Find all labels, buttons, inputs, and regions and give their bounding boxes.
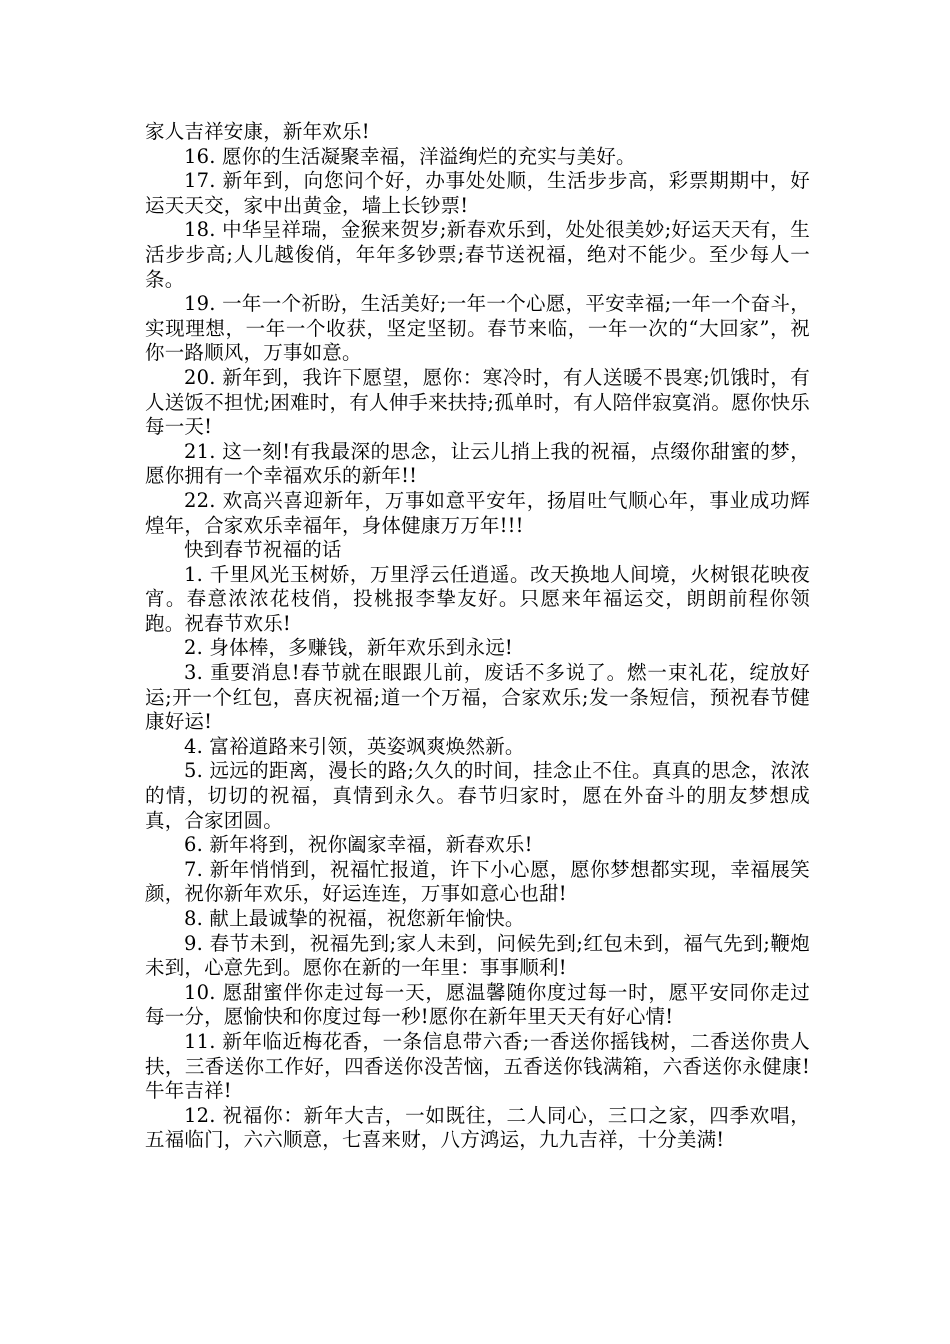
paragraph: 12. 祝福你：新年大吉，一如既往，二人同心，三口之家，四季欢唱，五福临门，六六顺意，七喜来财，八方鸿运，九九吉祥，十分美满!	[145, 1103, 810, 1152]
paragraph: 11. 新年临近梅花香，一条信息带六香;一香送你摇钱树，二香送你贵人扶，三香送你工作好，四香送你没苦恼，五香送你钱满箱，六香送你永健康!牛年吉祥!	[145, 1029, 810, 1103]
paragraph: 4. 富裕道路来引领，英姿飒爽焕然新。	[184, 734, 525, 758]
paragraph: 17. 新年到，向您问个好，办事处处顺，生活步步高，彩票期期中，好运天天交，家中出黄金，墙上长钞票!	[145, 169, 810, 217]
paragraph: 18. 中华呈祥瑞，金猴来贺岁;新春欢乐到，处处很美妙;好运天天有，生活步步高;人儿越俊俏，年年多钞票;春节送祝福，绝对不能少。至少每人一条。	[145, 218, 810, 291]
paragraph: 8. 献上最诚挚的祝福，祝您新年愉快。	[184, 907, 525, 930]
paragraph: 5. 远远的距离，漫长的路;久久的时间，挂念止不住。真真的思念，浓浓的情，切切的祝福，真情到永久。春节归家时，愿在外奋斗的朋友梦想成真，合家团圆。	[145, 759, 810, 832]
paragraph: 6. 新年将到，祝你阖家幸福，新春欢乐!	[184, 833, 533, 857]
paragraph: 22. 欢高兴喜迎新年，万事如意平安年，扬眉吐气顺心年，事业成功辉煌年，合家欢乐幸福年，身体健康万万年!!!	[145, 488, 810, 537]
paragraph: 19. 一年一个祈盼，生活美好;一年一个心愿，平安幸福;一年一个奋斗，实现理想，一年一个收获，坚定坚韧。春节来临，一年一次的“大回家”，祝你一路顺风，万事如意。	[145, 292, 810, 365]
paragraph: 10. 愿甜蜜伴你走过每一天，愿温馨随你度过每一时，愿平安同你走过每一分，愿愉快和你度过每一秒!愿你在新年里天天有好心情!	[145, 980, 810, 1029]
document-body	[145, 120, 810, 1153]
paragraph: 21. 这一刻!有我最深的思念，让云儿捎上我的祝福，点缀你甜蜜的梦，愿你拥有一个幸福欢乐的新年!!	[145, 439, 810, 488]
paragraph: 家人吉祥安康，新年欢乐!	[145, 120, 370, 143]
paragraph: 3. 重要消息!春节就在眼跟儿前，废话不多说了。燃一束礼花，绽放好运;开一个红包，喜庆祝福;道一个万福，合家欢乐;发一条短信，预祝春节健康好运!	[145, 661, 810, 734]
paragraph: 1. 千里风光玉树娇，万里浮云任逍遥。改天换地人间境，火树银花映夜宵。春意浓浓花枝俏，投桃报李挚友好。只愿来年福运交，朗朗前程你领跑。祝春节欢乐!	[145, 562, 810, 635]
section-heading: 快到春节祝福的话	[184, 538, 342, 562]
paragraph: 2. 身体棒，多赚钱，新年欢乐到永远!	[184, 636, 513, 660]
paragraph: 9. 春节未到，祝福先到;家人未到，问候先到;红包未到，福气先到;鞭炮未到，心意先到。愿你在新的一年里：事事顺利!	[145, 931, 810, 980]
paragraph: 16. 愿你的生活凝聚幸福，洋溢绚烂的充实与美好。	[184, 144, 636, 168]
paragraph: 7. 新年悄悄到，祝福忙报道，许下小心愿，愿你梦想都实现，幸福展笑颜，祝你新年欢乐，好运连连，万事如意心也甜!	[145, 857, 810, 906]
paragraph: 20. 新年到，我许下愿望，愿你：寒冷时，有人送暖不畏寒;饥饿时，有人送饭不担忧;困难时，有人伸手来扶持;孤单时，有人陪伴寂寞消。愿你快乐每一天!	[145, 365, 810, 439]
